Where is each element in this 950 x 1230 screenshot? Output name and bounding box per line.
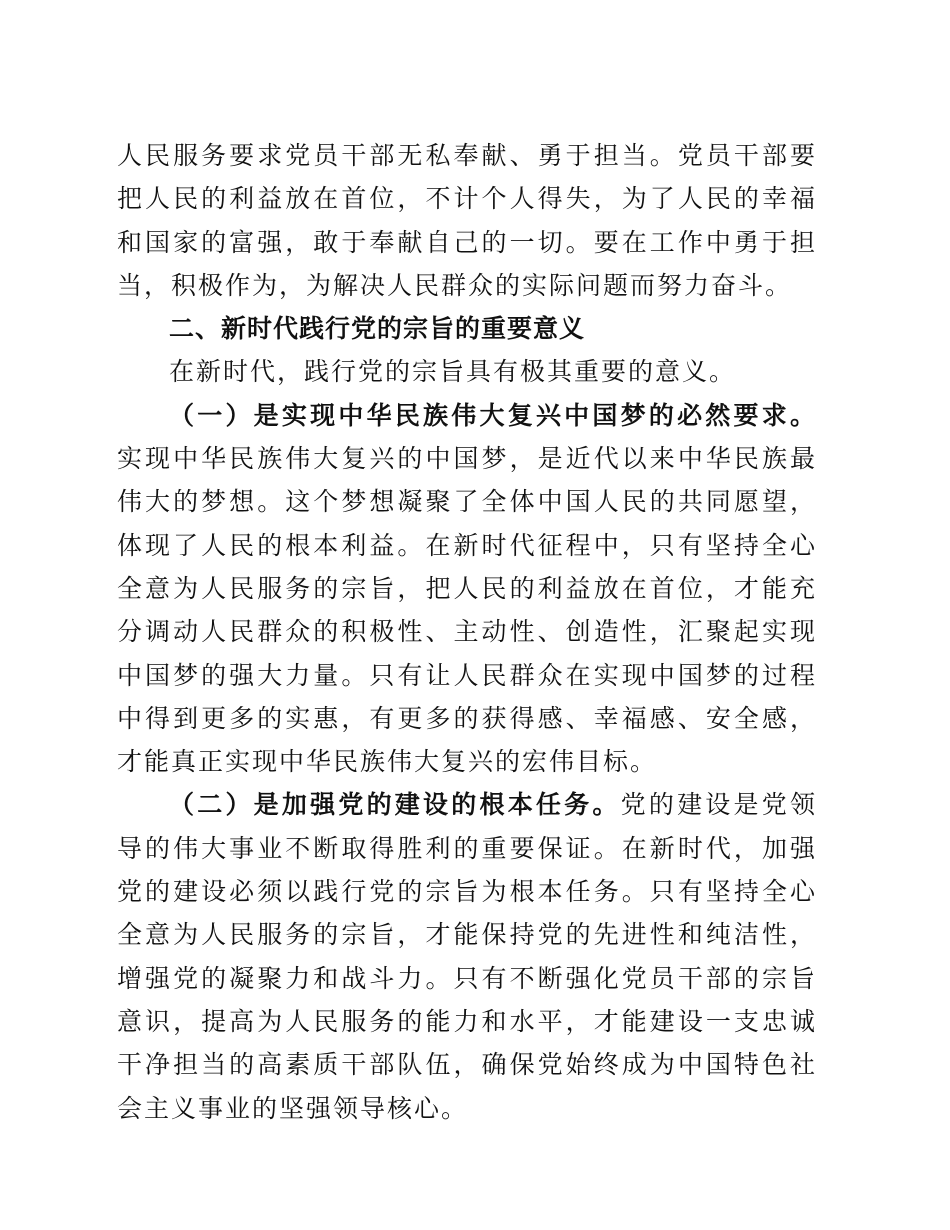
paragraph-point-one-lead: （一）是实现中华民族伟大复兴中国梦的必然要求。 xyxy=(169,400,817,430)
paragraph-point-two xyxy=(117,783,817,1129)
paragraph-point-one xyxy=(117,394,817,784)
paragraph-point-two-lead: （二）是加强党的建设的根本任务。 xyxy=(169,790,621,820)
paragraph-point-two-body: 党的建设是党领导的伟大事业不断取得胜利的重要保证。在新时代，加强党的建设必须以践行党的宗旨为根本任务。只有坚持全心全意为人民服务的宗旨，才能保持党的先进性和纯洁性，增强党的凝聚力和战斗力。只有不断强化党员干部的宗旨意识，提高为人民服务的能力和水平，才能建设一支忠诚干净担当的高素质干部队伍，确保党始终成为中国特色社会主义事业的坚强领导核心。 xyxy=(117,790,817,1123)
document-body xyxy=(117,134,817,1130)
paragraph-point-one-body: 实现中华民族伟大复兴的中国梦，是近代以来中华民族最伟大的梦想。这个梦想凝聚了全体中国人民的共同愿望，体现了人民的根本利益。在新时代征程中，只有坚持全心全意为人民服务的宗旨，把人民的利益放在首位，才能充分调动人民群众的积极性、主动性、创造性，汇聚起实现中国梦的强大力量。只有让人民群众在实现中国梦的过程中得到更多的实惠，有更多的获得感、幸福感、安全感，才能真正实现中华民族伟大复兴的宏伟目标。 xyxy=(117,444,817,777)
paragraph-continued: 人民服务要求党员干部无私奉献、勇于担当。党员干部要把人民的利益放在首位，不计个人得失，为了人民的幸福和国家的富强，敢于奉献自己的一切。要在工作中勇于担当，积极作为，为解决人民群众的实际问题而努力奋斗。 xyxy=(117,141,817,300)
paragraph-intro: 在新时代，践行党的宗旨具有极其重要的意义。 xyxy=(169,357,737,387)
section-heading: 二、新时代践行党的宗旨的重要意义 xyxy=(169,314,586,344)
